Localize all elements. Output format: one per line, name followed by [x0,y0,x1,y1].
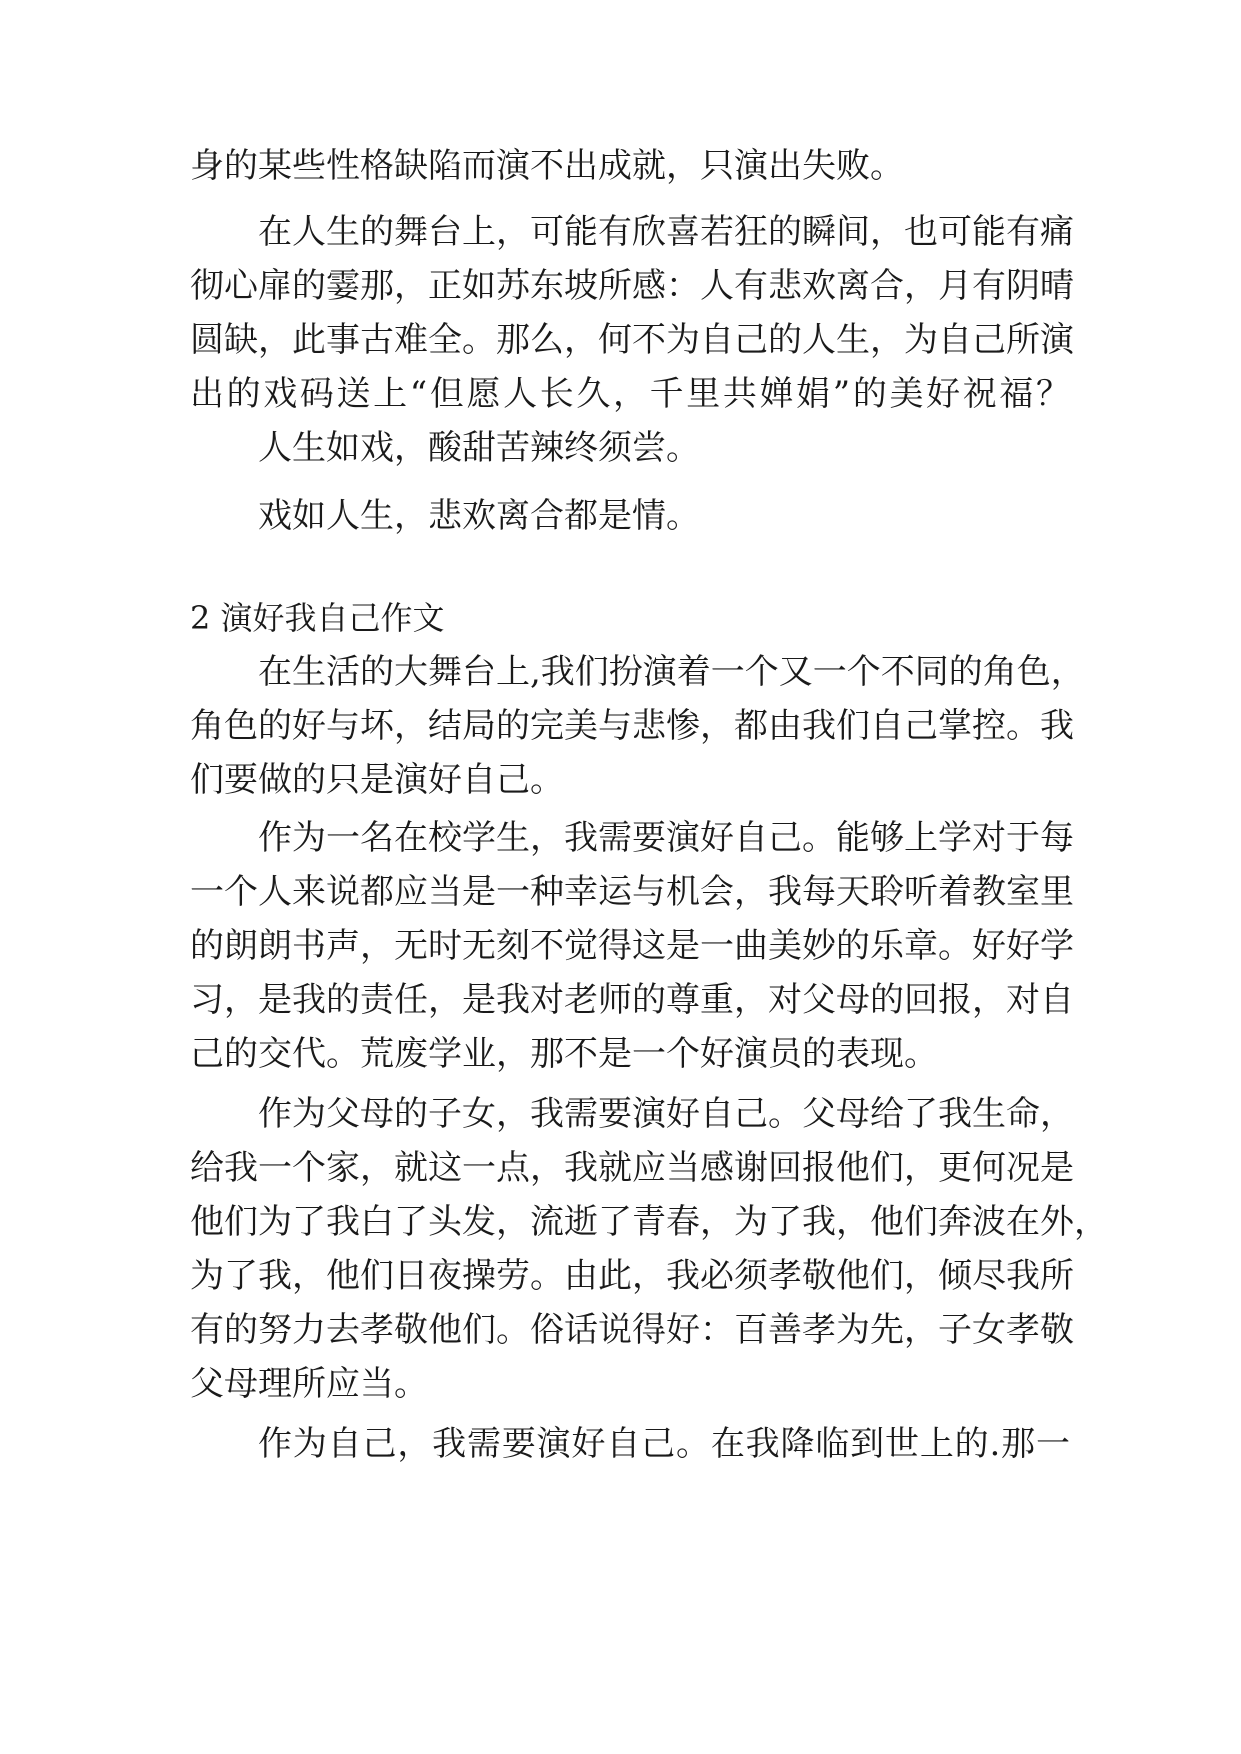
paragraph-line: 戏如人生，悲欢离合都是情。 [258,496,700,536]
paragraph-line: 作为父母的子女，我需要演好自己。父母给了我生命， [258,1094,1074,1134]
paragraph-line: 彻心扉的霎那，正如苏东坡所感：人有悲欢离合，月有阴晴 [190,266,1074,306]
paragraph-line: 人生如戏，酸甜苦辣终须尝。 [258,428,700,468]
paragraph-line: 习，是我的责任，是我对老师的尊重，对父母的回报，对自 [190,980,1074,1020]
paragraph-line: 有的努力去孝敬他们。俗话说得好：百善孝为先，子女孝敬 [190,1310,1074,1350]
paragraph-line: 在生活的大舞台上,我们扮演着一个又一个不同的角色， [258,652,1085,692]
paragraph-line: 一个人来说都应当是一种幸运与机会，我每天聆听着教室里 [190,872,1074,912]
paragraph-line: 给我一个家，就这一点，我就应当感谢回报他们，更何况是 [190,1148,1074,1188]
paragraph-line: 的朗朗书声，无时无刻不觉得这是一曲美妙的乐章。好好学 [190,926,1074,966]
paragraph-line: 们要做的只是演好自己。 [190,760,564,800]
paragraph-line: 为了我，他们日夜操劳。由此，我必须孝敬他们，倾尽我所 [190,1256,1074,1296]
paragraph-line: 角色的好与坏，结局的完美与悲惨，都由我们自己掌控。我 [190,706,1074,746]
paragraph-line: 他们为了我白了头发，流逝了青春，为了我，他们奔波在外， [190,1202,1108,1242]
paragraph-line: 圆缺，此事古难全。那么，何不为自己的人生，为自己所演 [190,320,1074,360]
paragraph-line: 作为自己，我需要演好自己。在我降临到世上的.那一 [258,1424,1070,1464]
paragraph-line: 父母理所应当。 [190,1364,428,1404]
paragraph-line: 作为一名在校学生，我需要演好自己。能够上学对于每 [258,818,1074,858]
paragraph-line: 身的某些性格缺陷而演不出成就，只演出失败。 [190,146,904,186]
paragraph-line: 出的戏码送上“但愿人长久，千里共婵娟”的美好祝福？ [190,374,1070,414]
section-heading: 2 演好我自己作文 [190,599,445,637]
paragraph-line: 在人生的舞台上，可能有欣喜若狂的瞬间，也可能有痛 [258,212,1074,252]
paragraph-line: 己的交代。荒废学业，那不是一个好演员的表现。 [190,1034,938,1074]
